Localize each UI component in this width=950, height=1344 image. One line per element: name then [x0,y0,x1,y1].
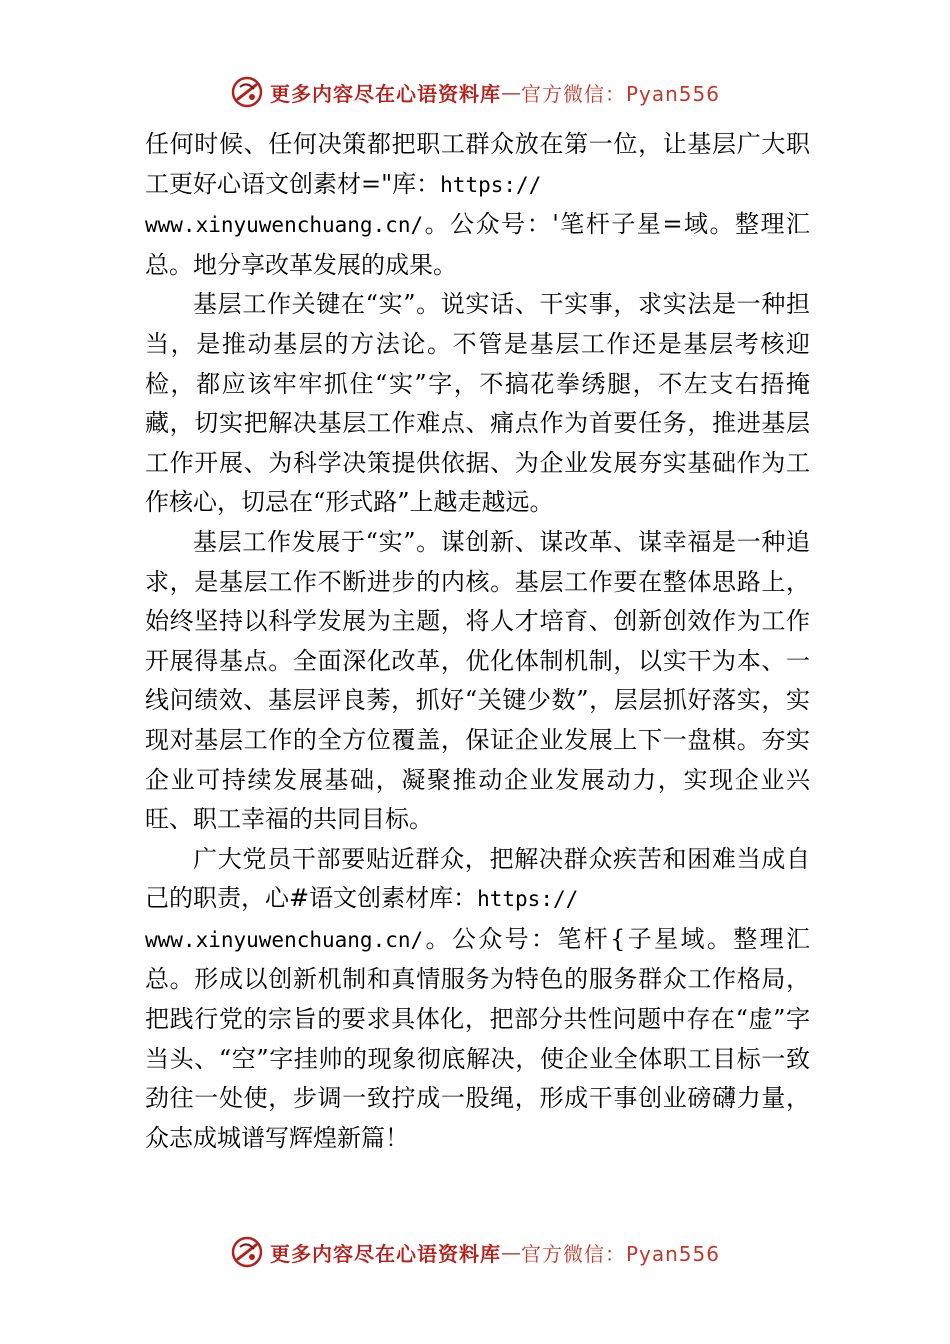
header-slogan: 更多内容尽在心语资料库 [269,81,501,106]
header-wechat: 官方微信：Pyan556 [520,81,720,106]
footer-dash: — [500,1240,521,1264]
paragraph-4-text-a: 广大党员干部要贴近群众，把解决群众疾苦和困难当成自己的职责，心#语文创素材库： [145,844,810,913]
paragraph-4-url-a: https:// [477,887,579,912]
header-dash: — [500,80,521,104]
header-banner [0,70,950,114]
document-body [145,125,810,1158]
paragraph-4-text-b: 。公众号：笔杆{子星域。整理汇总。形成以创新机制和真情服务为特色的服务群众工作格局，把践行党的宗旨的要求具体化，把部分共性问题中存在“虚”字当头、“空”字挂帅的现象彻底解决，使企业全体职工目标一致劲往一处使，步调一致拧成一股绳，形成干事创业磅礴力量，众志成城谱写辉煌新篇！ [145,924,810,1152]
paragraph-1-url-b: www.xinyuwenchuang.cn/ [145,213,424,238]
logo-icon [230,75,264,109]
footer-slogan: 更多内容尽在心语资料库 [269,1241,501,1266]
paragraph-1 [145,125,810,285]
logo-icon [230,1235,264,1269]
paragraph-4 [145,840,810,1159]
paragraph-1-text-a: 任何时候、任何决策都把职工群众放在第一位，让基层广大职工更好心语文创素材="库： [145,130,810,198]
paragraph-3: 基层工作发展于“实”。谋创新、谋改革、谋幸福是一种追求，是基层工作不断进步的内核。基层工作要在整体思路上，始终坚持以科学发展为主题，将人才培育、创新创效作为工作开展得基点。全面深化改革，优化体制机制，以实干为本、一线问绩效、基层评良莠，抓好“关键少数”，层层抓好落实，实现对基层工作的全方位覆盖，保证企业发展上下一盘棋。夯实企业可持续发展基础，凝聚推动企业发展动力，实现企业兴旺、职工幸福的共同目标。 [145,527,810,834]
footer-wechat: 官方微信：Pyan556 [520,1241,720,1266]
paragraph-4-url-b: www.xinyuwenchuang.cn/ [145,927,424,952]
paragraph-1-url-a: https:// [440,172,542,197]
footer-banner [0,1230,950,1274]
paragraph-2: 基层工作关键在“实”。说实话、干实事，求实法是一种担当，是推动基层的方法论。不管是基层工作还是基层考核迎检，都应该牢牢抓住“实”字，不搞花拳绣腿，不左支右捂掩藏，切实把解决基层工作难点、痛点作为首要任务，推进基层工作开展、为科学决策提供依据、为企业发展夯实基础作为工作核心，切忌在“形式路”上越走越远。 [145,290,810,517]
paragraph-1-text-b: 。公众号：'笔杆子星=域。整理汇总。地分享改革发展的成果。 [145,210,810,279]
